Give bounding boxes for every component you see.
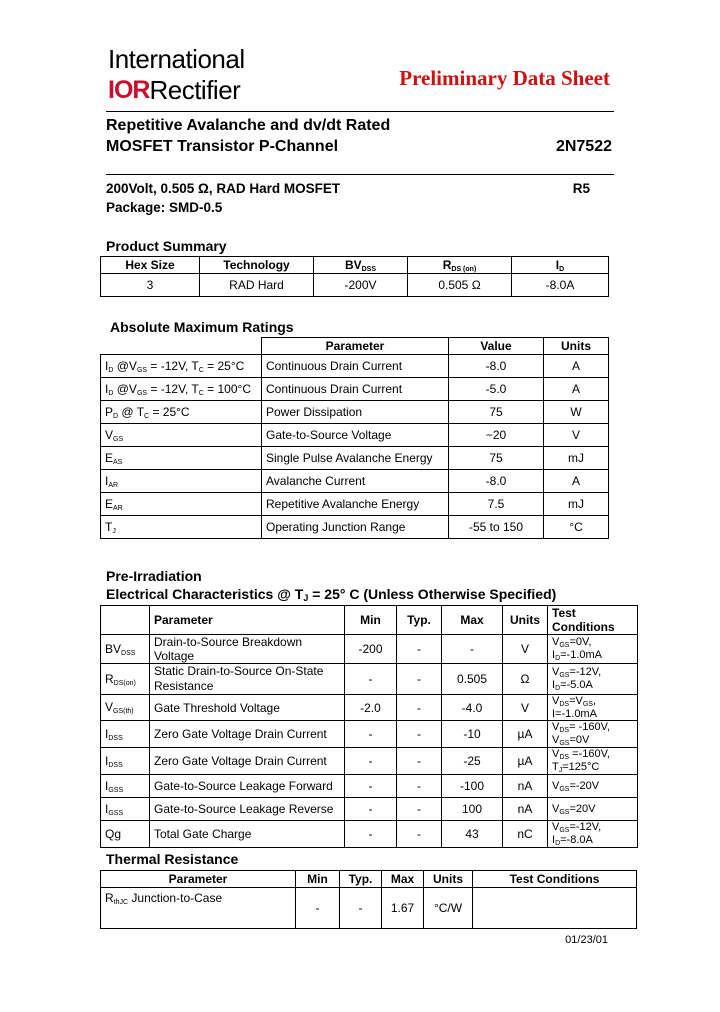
- table-row: [101, 721, 638, 748]
- test-conditions-cell: $V_{GS}=-12V$, $I_D=-8.0A$: [548, 821, 638, 848]
- typ-cell: -: [397, 664, 442, 695]
- value-cell: -55 to 150: [449, 516, 544, 539]
- table-row: [101, 798, 638, 821]
- parameter-cell: Gate-to-Source Leakage Reverse: [150, 798, 345, 821]
- value-cell: -8.0: [449, 355, 544, 378]
- symbol-cell: $E_{AR}$: [101, 493, 262, 516]
- abs-max-table: [100, 337, 609, 539]
- units-cell: mJ: [544, 493, 609, 516]
- parameter-cell: Repetitive Avalanche Energy: [262, 493, 449, 516]
- symbol-cell: $I_{DSS}$: [101, 721, 150, 748]
- product-summary-table: [100, 256, 609, 297]
- table-row: 3 RAD Hard -200V 0.505 Ω -8.0A: [101, 274, 609, 297]
- spec-line: 200Volt, 0.505 Ω, RAD Hard MOSFET: [106, 181, 341, 196]
- units-cell: V: [544, 424, 609, 447]
- value-cell: 75: [449, 447, 544, 470]
- test-conditions-cell: $V_{GS}=20V$: [548, 798, 638, 821]
- col-parameter: Parameter: [101, 871, 296, 888]
- symbol-cell: $I_D$ $@V_{GS} = -12V$, $T_C = 25^\circ C$: [101, 355, 262, 378]
- typ-cell: -: [397, 798, 442, 821]
- min-cell: -: [345, 748, 397, 775]
- parameter-cell: Gate-to-Source Voltage: [262, 424, 449, 447]
- test-conditions-cell: $V_{DS}= -160V$, $V_{GS}=0V$: [548, 721, 638, 748]
- table-row: [101, 355, 609, 378]
- max-cell: 0.505: [442, 664, 503, 695]
- logo-international: International: [108, 44, 245, 74]
- min-cell: -: [345, 775, 397, 798]
- logo-ior-mark: IOR: [108, 75, 150, 104]
- table-row: [101, 748, 638, 775]
- symbol-cell: $I_D$ $@V_{GS} = -12V$, $T_C = 100^\circ C$: [101, 378, 262, 401]
- parameter-cell: Power Dissipation: [262, 401, 449, 424]
- unit-cell: V: [503, 695, 548, 721]
- table-row: [101, 401, 609, 424]
- symbol-cell: $V_{GS(th)}$: [101, 695, 150, 721]
- parameter-cell: Zero Gate Voltage Drain Current: [150, 721, 345, 748]
- min-cell: -200: [345, 635, 397, 664]
- table-row: [101, 424, 609, 447]
- table-row: [101, 664, 638, 695]
- value-cell: 75: [449, 401, 544, 424]
- parameter-cell: Single Pulse Avalanche Energy: [262, 447, 449, 470]
- col-min: Min: [296, 871, 340, 888]
- units-cell: A: [544, 470, 609, 493]
- unit-cell: Ω: [503, 664, 548, 695]
- table-row: [101, 695, 638, 721]
- min-cell: -: [345, 821, 397, 848]
- symbol-cell: $I_{GSS}$: [101, 798, 150, 821]
- electrical-table: [100, 605, 638, 848]
- col-test-conditions: Test Conditions: [473, 871, 637, 888]
- col-max: Max: [442, 606, 503, 635]
- unit-cell: µA: [503, 748, 548, 775]
- units-cell: W: [544, 401, 609, 424]
- units-cell: A: [544, 378, 609, 401]
- units-cell: A: [544, 355, 609, 378]
- col-rdson: $R_{DS (on)}$: [408, 257, 512, 274]
- revision: R5: [572, 181, 590, 196]
- symbol-cell: $R_{DS(on)}$: [101, 664, 150, 695]
- title-line2: MOSFET Transistor P-Channel: [106, 138, 339, 155]
- col-max: Max: [382, 871, 424, 888]
- parameter-cell: Gate Threshold Voltage: [150, 695, 345, 721]
- typ-cell: -: [397, 748, 442, 775]
- typ-cell: -: [397, 721, 442, 748]
- unit-cell: nC: [503, 821, 548, 848]
- col-units: Units: [424, 871, 473, 888]
- col-parameter: Parameter: [150, 606, 345, 635]
- pre-irradiation-heading: Pre-Irradiation: [106, 568, 202, 584]
- table-row: [101, 447, 609, 470]
- test-conditions-cell: $V_{DS}=V_{GS}$, I=-1.0mA: [548, 695, 638, 721]
- table-row: [101, 493, 609, 516]
- typ-cell: -: [397, 695, 442, 721]
- typ-cell: -: [397, 821, 442, 848]
- table-row: $R_{thJC}$ Junction-to-Case - - 1.67 °C/W: [101, 888, 637, 929]
- parameter-cell: Avalanche Current: [262, 470, 449, 493]
- col-value: Value: [449, 338, 544, 355]
- typ-cell: -: [397, 775, 442, 798]
- col-min: Min: [345, 606, 397, 635]
- parameter-cell: Gate-to-Source Leakage Forward: [150, 775, 345, 798]
- max-cell: -25: [442, 748, 503, 775]
- min-cell: -: [345, 721, 397, 748]
- symbol-cell: $BV_{DSS}$: [101, 635, 150, 664]
- max-cell: 43: [442, 821, 503, 848]
- unit-cell: µA: [503, 721, 548, 748]
- value-cell: 7.5: [449, 493, 544, 516]
- symbol-cell: $T_J$: [101, 516, 262, 539]
- min-cell: -: [345, 798, 397, 821]
- min-cell: -2.0: [345, 695, 397, 721]
- max-cell: -100: [442, 775, 503, 798]
- thermal-table: [100, 870, 637, 929]
- electrical-heading: Electrical Characteristics @ $T_J = 25^\circ$ C (Unless Otherwise Specified): [106, 586, 557, 603]
- title-line1: Repetitive Avalanche and dv/dt Rated: [106, 117, 391, 134]
- max-cell: 100: [442, 798, 503, 821]
- part-number: 2N7522: [555, 138, 612, 155]
- divider: [106, 111, 614, 112]
- value-cell: -5.0: [449, 378, 544, 401]
- package: Package: SMD-0.5: [106, 200, 223, 215]
- col-parameter: Parameter: [262, 338, 449, 355]
- value-cell: −20: [449, 424, 544, 447]
- test-conditions-cell: $V_{GS}=0V$, $I_D=-1.0mA$: [548, 635, 638, 664]
- col-typ: Typ.: [340, 871, 382, 888]
- col-technology: Technology: [200, 257, 314, 274]
- test-conditions-cell: $V_{DS} =-160V$, $T_J=125^\circ C$: [548, 748, 638, 775]
- parameter-cell: Drain-to-Source Breakdown Voltage: [150, 635, 345, 664]
- parameter-cell: Continuous Drain Current: [262, 378, 449, 401]
- abs-max-heading: Absolute Maximum Ratings: [110, 319, 294, 335]
- max-cell: -10: [442, 721, 503, 748]
- table-row: [101, 775, 638, 798]
- units-cell: mJ: [544, 447, 609, 470]
- col-typ: Typ.: [397, 606, 442, 635]
- value-cell: -8.0: [449, 470, 544, 493]
- test-conditions-cell: $V_{GS}=-20V$: [548, 775, 638, 798]
- preliminary-badge: Preliminary Data Sheet: [399, 66, 610, 90]
- max-cell: -: [442, 635, 503, 664]
- col-units: Units: [544, 338, 609, 355]
- typ-cell: -: [397, 635, 442, 664]
- table-row: [101, 635, 638, 664]
- symbol-cell: $I_{AR}$: [101, 470, 262, 493]
- col-test-conditions: Test Conditions: [548, 606, 638, 635]
- symbol-cell: $E_{AS}$: [101, 447, 262, 470]
- symbol-cell: $I_{GSS}$: [101, 775, 150, 798]
- table-row: [101, 470, 609, 493]
- max-cell: -4.0: [442, 695, 503, 721]
- product-summary-heading: Product Summary: [106, 238, 227, 254]
- table-row: [101, 378, 609, 401]
- footer-date: 01/23/01: [565, 934, 608, 946]
- table-row: [101, 516, 609, 539]
- unit-cell: V: [503, 635, 548, 664]
- parameter-cell: Operating Junction Range: [262, 516, 449, 539]
- parameter-cell: Total Gate Charge: [150, 821, 345, 848]
- symbol-cell: $V_{GS}$: [101, 424, 262, 447]
- parameter-cell: Continuous Drain Current: [262, 355, 449, 378]
- col-units: Units: [503, 606, 548, 635]
- col-bvdss: $BV_{DSS}$: [314, 257, 408, 274]
- logo-rectifier: Rectifier: [149, 75, 241, 105]
- divider: [106, 174, 614, 175]
- unit-cell: nA: [503, 775, 548, 798]
- parameter-cell: Zero Gate Voltage Drain Current: [150, 748, 345, 775]
- symbol-cell: $I_{DSS}$: [101, 748, 150, 775]
- symbol-cell: $P_D$ @ $T_C = 25^\circ C$: [101, 401, 262, 424]
- units-cell: °C: [544, 516, 609, 539]
- table-row: [101, 821, 638, 848]
- unit-cell: nA: [503, 798, 548, 821]
- col-hex-size: Hex Size: [101, 257, 200, 274]
- logo: [108, 76, 240, 104]
- thermal-heading: Thermal Resistance: [106, 851, 239, 867]
- min-cell: -: [345, 664, 397, 695]
- col-id: $I_D$: [512, 257, 609, 274]
- symbol-cell: Qg: [101, 821, 150, 848]
- test-conditions-cell: $V_{GS}=-12V$, $I_D=-5.0A$: [548, 664, 638, 695]
- parameter-cell: Static Drain-to-Source On-State Resistance: [150, 664, 345, 695]
